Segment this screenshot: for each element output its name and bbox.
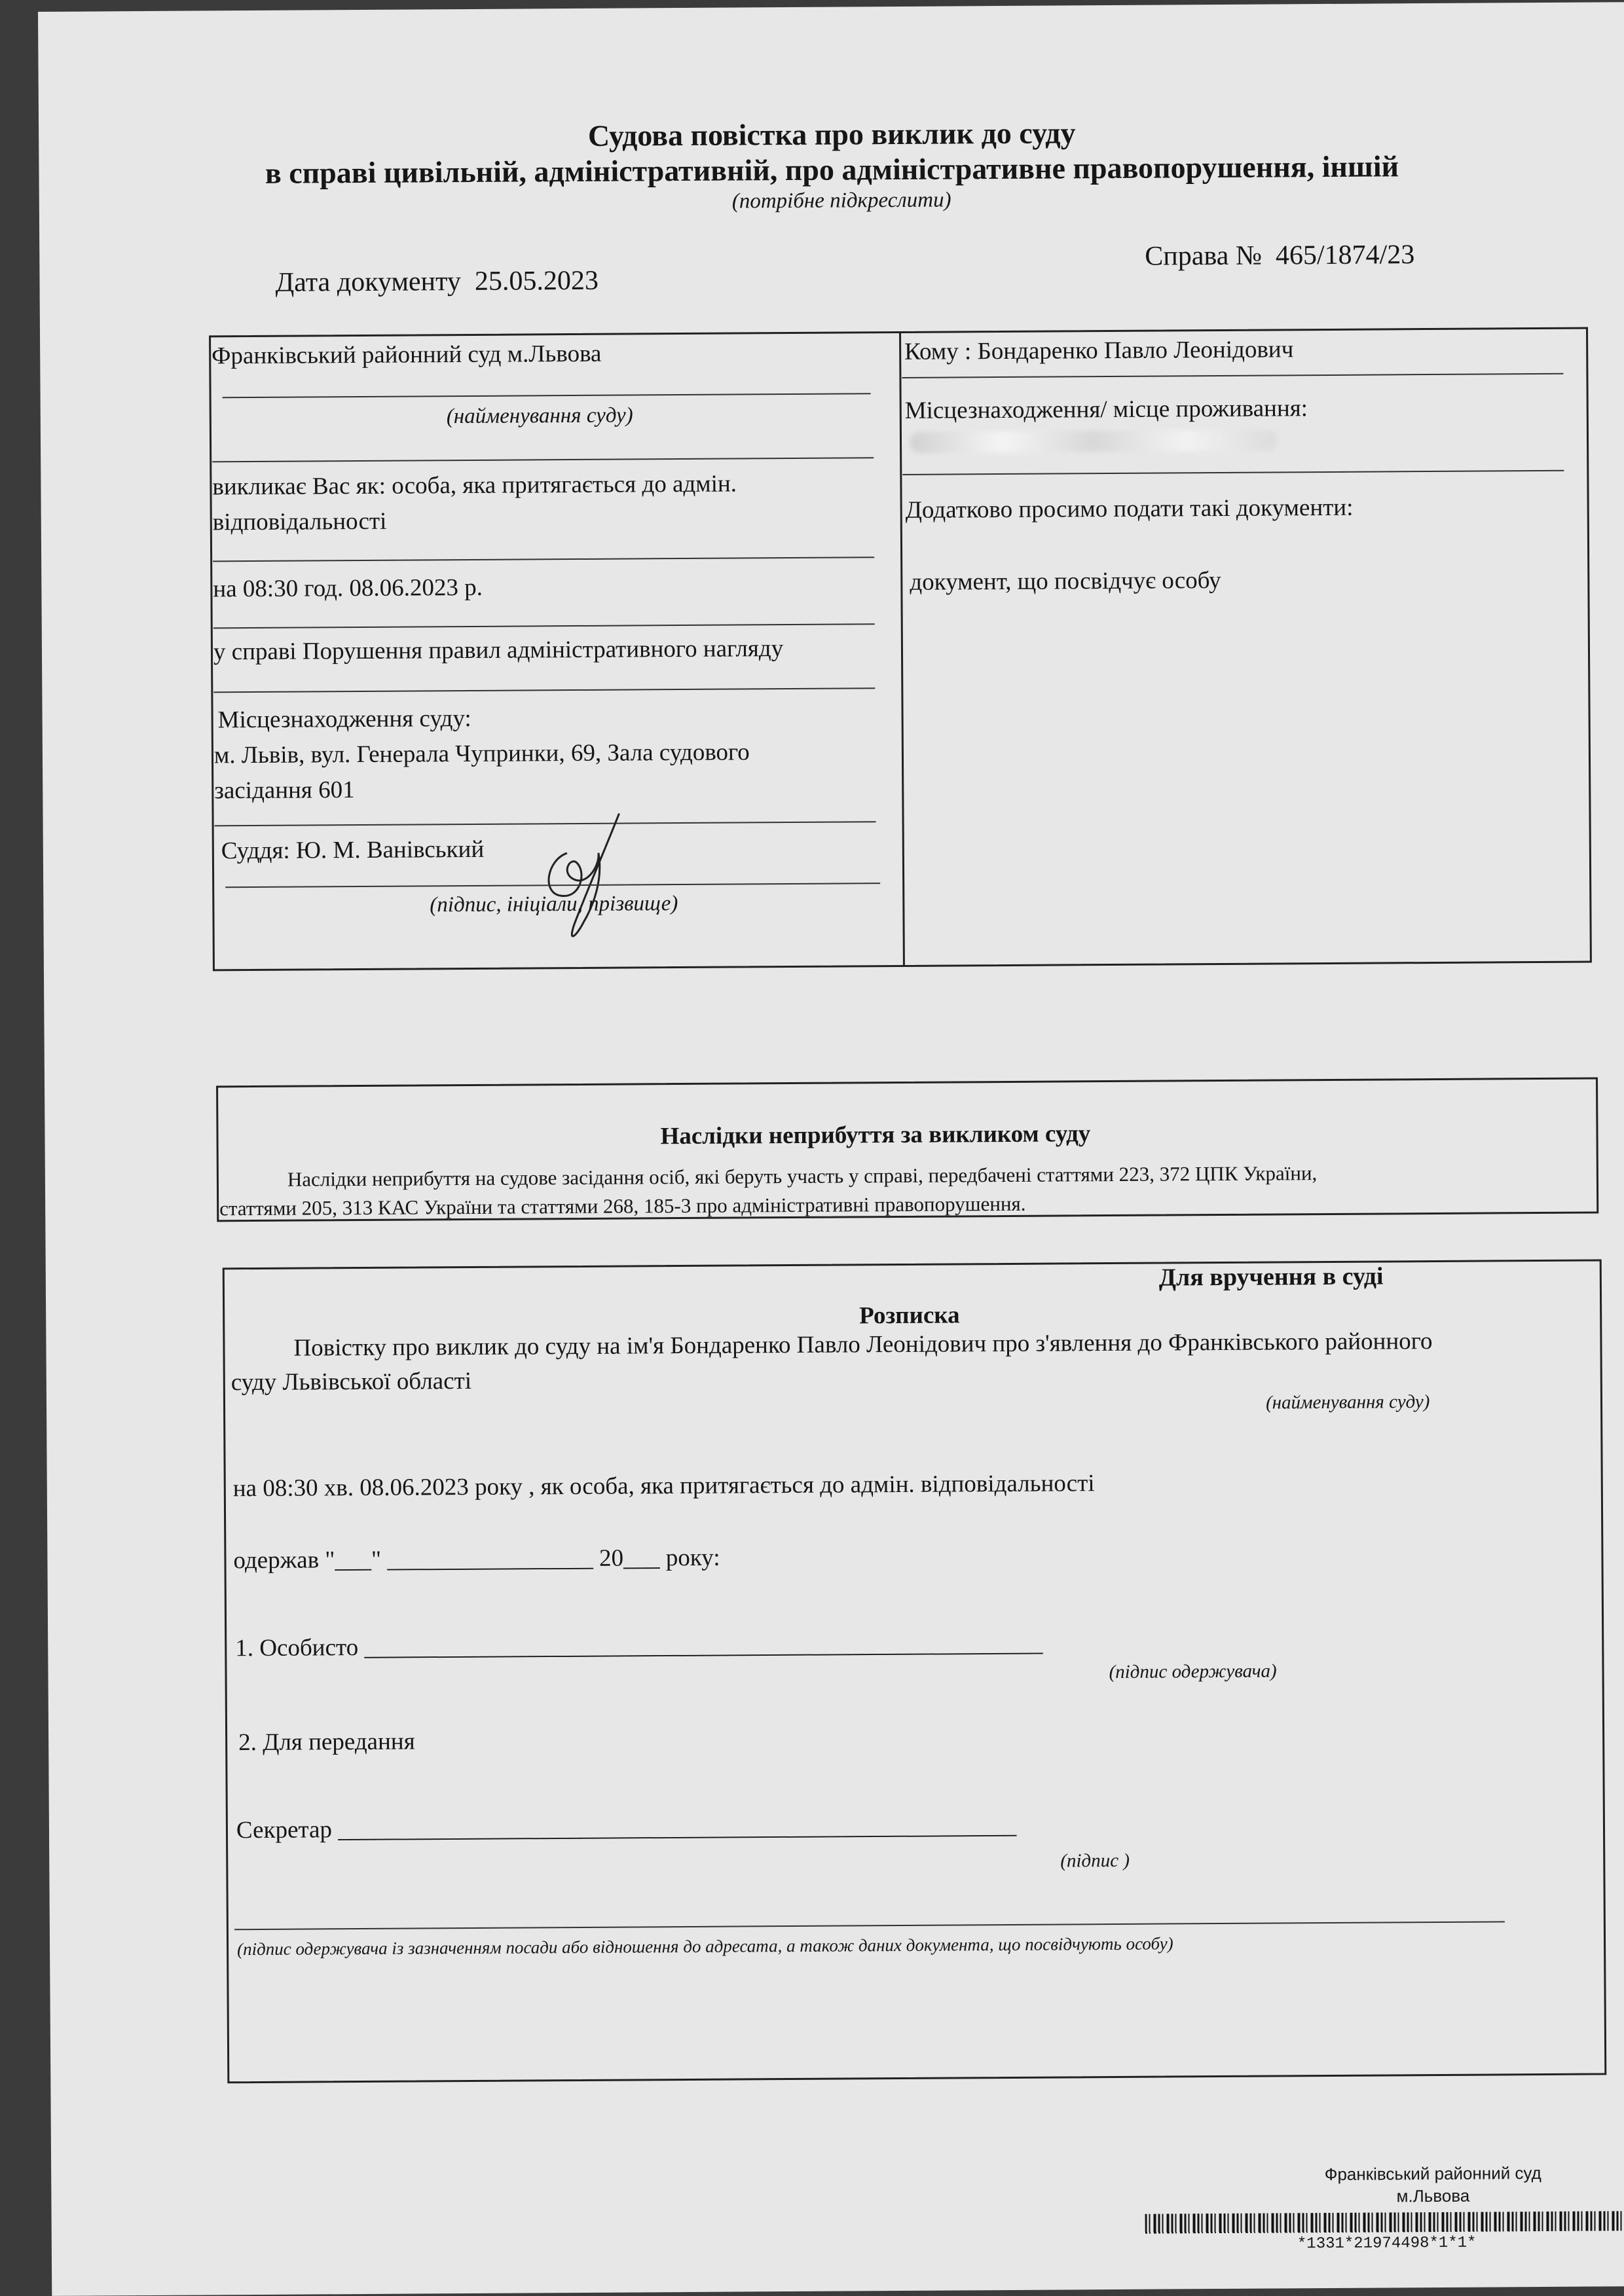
barcode-number: *1331*21974498*1*1* <box>1297 2234 1477 2253</box>
recipient: Кому : Бондаренко Павло Леонідович <box>904 336 1294 365</box>
received-date-line: одержав "___" _________________ 20___ року: <box>233 1544 720 1575</box>
extra-docs-value: документ, що посвідчує особу <box>910 566 1221 596</box>
extra-docs-label: Додатково просимо подати такі документи: <box>905 494 1354 524</box>
consequences-text-2: статтями 205, 313 КАС України та статтями 268, 185-3 про адміністративні правопорушення. <box>219 1192 1026 1220</box>
transfer-line: 2. Для передання <box>238 1728 415 1757</box>
case-label: Справа № <box>1145 240 1263 272</box>
court-name-caption: (найменування суду) <box>446 403 633 429</box>
court-location-line-2: засідання 601 <box>214 776 355 805</box>
title-note: (потрібне підкреслити) <box>731 188 951 213</box>
receipt-line-1: Повістку про виклик до суду на ім'я Бондаренко Павло Леонідович про з'явлення до Франківського районного <box>293 1328 1433 1362</box>
summons-as: викликає Вас як: особа, яка притягається до адмін. <box>212 470 737 501</box>
title-line-1: Судова повістка про виклик до суду <box>587 116 1076 153</box>
summons-page <box>38 2 1624 2296</box>
doc-date <box>275 265 599 299</box>
redacted-address <box>910 429 1277 452</box>
consequences-heading: Наслідки неприбуття за викликом суду <box>660 1120 1091 1150</box>
footer-court-line-1: Франківський районний суд <box>1324 2163 1541 2185</box>
judge-caption: (підпис, ініціали, прізвище) <box>430 892 678 917</box>
secretary-caption: (підпис ) <box>1060 1850 1130 1872</box>
consequences-text-1: Наслідки неприбуття на судове засідання осіб, які беруть участь у справі, передбачені статтями 223, 372 ЦПК України, <box>287 1161 1318 1191</box>
receipt-line-2: суду Львівської області <box>231 1367 472 1396</box>
footer-court-line-2: м.Львова <box>1396 2185 1470 2206</box>
secretary-line: Секретар ________________________________________________________ <box>236 1812 1017 1844</box>
title-line-2: в справі цивільній, адміністративній, про адміністративне правопорушення, іншій <box>265 149 1399 190</box>
final-caption: (підпис одержувача із зазначенням посади або відношення до адресата, а також даних документа, що посвідчують особу) <box>236 1933 1173 1959</box>
doc-date-label: Дата документу <box>275 266 462 298</box>
case-subject: у справі Порушення правил адміністративного нагляду <box>213 635 784 666</box>
receipt-court-caption: (найменування суду) <box>1265 1391 1430 1413</box>
case-number-value: 465/1874/23 <box>1275 240 1415 271</box>
receipt-heading: Розписка <box>859 1302 960 1330</box>
court-location-label: Місцезнаходження суду: <box>217 704 471 734</box>
personally-line: 1. Особисто ________________________________________________________ <box>235 1630 1043 1662</box>
hearing-time: на 08:30 год. 08.06.2023 р. <box>213 574 483 603</box>
judge-name: Суддя: Ю. М. Ванівський <box>221 835 485 865</box>
summons-as-cont: відповідальності <box>212 507 387 536</box>
personally-caption: (підпис одержувача) <box>1109 1660 1277 1683</box>
barcode <box>1145 2211 1624 2234</box>
judge-signature <box>521 807 639 951</box>
receipt-hearing-time: на 08:30 хв. 08.06.2023 року , як особа, яка притягається до адмін. відповідальності <box>232 1470 1095 1503</box>
address-label: Місцезнаходження/ місце проживання: <box>904 395 1308 424</box>
doc-date-value: 25.05.2023 <box>474 265 599 297</box>
court-location-line-1: м. Львів, вул. Генерала Чупринки, 69, Зала судового <box>213 738 750 769</box>
court-name: Франківський районний суд м.Львова <box>212 340 602 370</box>
case-number <box>1145 239 1414 272</box>
receipt-tag: Для вручення в суді <box>1158 1262 1384 1292</box>
